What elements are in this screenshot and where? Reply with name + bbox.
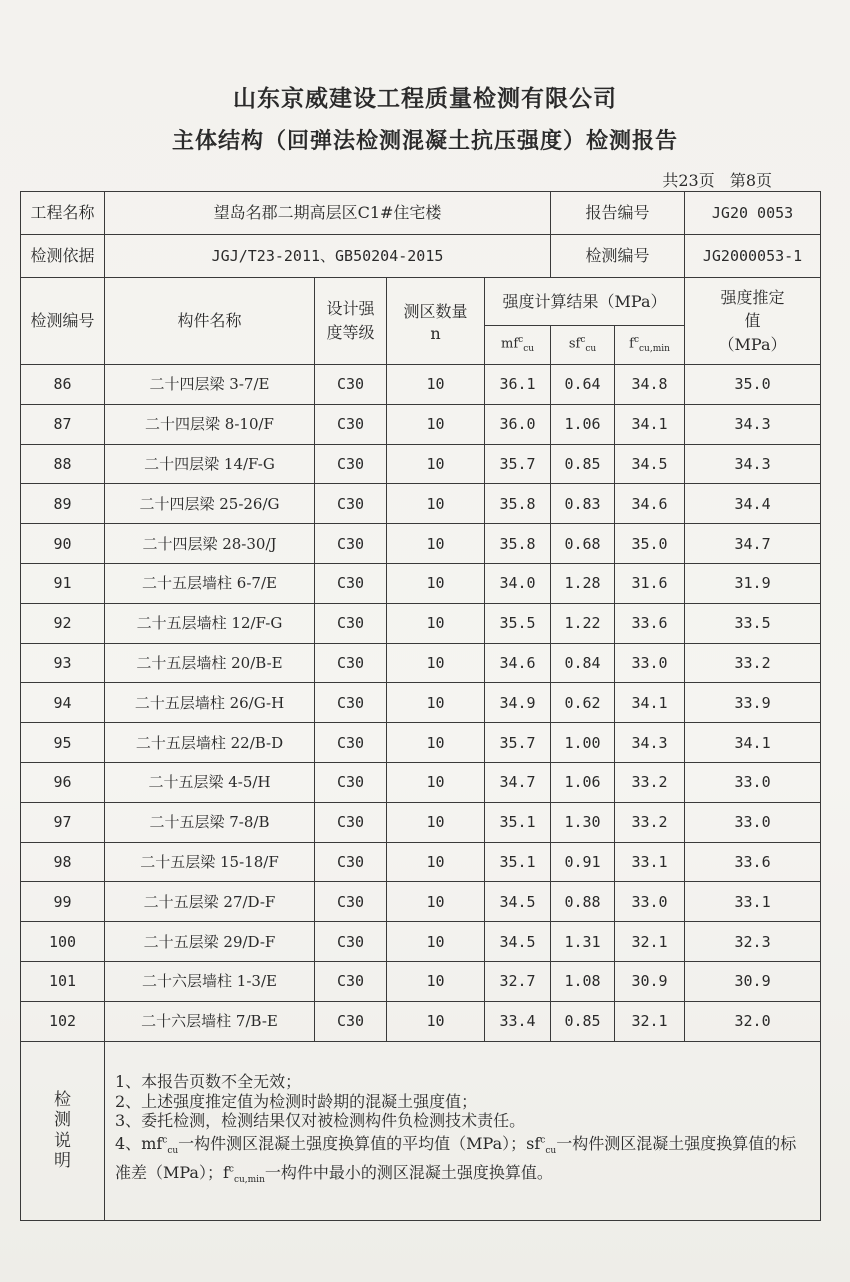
cell-n: 10	[387, 643, 485, 683]
cell-est: 33.2	[685, 643, 821, 683]
cell-grade: C30	[315, 762, 387, 802]
cell-est: 32.0	[685, 1001, 821, 1041]
cell-est: 33.0	[685, 802, 821, 842]
cell-mf: 35.5	[485, 603, 551, 643]
cell-sf: 1.06	[551, 404, 615, 444]
cell-fmin: 34.3	[615, 723, 685, 763]
cell-sf: 0.84	[551, 643, 615, 683]
cell-grade: C30	[315, 802, 387, 842]
project-label: 工程名称	[21, 192, 105, 235]
table-row	[21, 484, 821, 524]
table-row	[21, 643, 821, 683]
cell-mf: 34.5	[485, 922, 551, 962]
cell-n: 10	[387, 882, 485, 922]
cell-name: 二十五层梁 15-18/F	[105, 842, 315, 882]
cell-est: 33.1	[685, 882, 821, 922]
cell-fmin: 34.5	[615, 444, 685, 484]
cell-fmin: 33.2	[615, 762, 685, 802]
cell-grade: C30	[315, 603, 387, 643]
cell-est: 34.3	[685, 444, 821, 484]
cell-grade: C30	[315, 563, 387, 603]
cell-fmin: 33.0	[615, 643, 685, 683]
cell-id: 101	[21, 961, 105, 1001]
cell-id: 100	[21, 922, 105, 962]
cell-name: 二十六层墙柱 1-3/E	[105, 961, 315, 1001]
cell-fmin: 30.9	[615, 961, 685, 1001]
cell-id: 95	[21, 723, 105, 763]
cell-sf: 1.30	[551, 802, 615, 842]
cell-fmin: 34.1	[615, 683, 685, 723]
cell-mf: 34.9	[485, 683, 551, 723]
cell-fmin: 34.1	[615, 404, 685, 444]
cell-name: 二十四层梁 8-10/F	[105, 404, 315, 444]
cell-est: 35.0	[685, 365, 821, 405]
cell-sf: 0.68	[551, 524, 615, 564]
company-name: 山东京威建设工程质量检测有限公司	[233, 85, 617, 112]
cell-id: 92	[21, 603, 105, 643]
cell-fmin: 34.6	[615, 484, 685, 524]
report-no-value: JG20 0053	[685, 192, 821, 235]
cell-n: 10	[387, 723, 485, 763]
notes-content	[105, 1041, 821, 1220]
cell-fmin: 32.1	[615, 1001, 685, 1041]
cell-name: 二十五层梁 4-5/H	[105, 762, 315, 802]
cell-n: 10	[387, 802, 485, 842]
table-row	[21, 683, 821, 723]
cell-sf: 1.31	[551, 922, 615, 962]
cell-est: 32.3	[685, 922, 821, 962]
cell-id: 97	[21, 802, 105, 842]
cell-sf: 1.22	[551, 603, 615, 643]
table-row	[21, 961, 821, 1001]
cell-mf: 34.5	[485, 882, 551, 922]
table-row	[21, 524, 821, 564]
report-no-label: 报告编号	[551, 192, 685, 235]
cell-mf: 35.1	[485, 802, 551, 842]
cell-mf: 34.0	[485, 563, 551, 603]
cell-id: 90	[21, 524, 105, 564]
cell-sf: 1.06	[551, 762, 615, 802]
col-fmin-header: $f^c_{cu,min}$	[615, 326, 685, 365]
table-row	[21, 365, 821, 405]
test-no-value: JG2000053-1	[685, 235, 821, 278]
cell-fmin: 33.0	[615, 882, 685, 922]
cell-name: 二十五层梁 29/D-F	[105, 922, 315, 962]
cell-name: 二十五层墙柱 22/B-D	[105, 723, 315, 763]
table-row	[21, 762, 821, 802]
cell-mf: 35.1	[485, 842, 551, 882]
cell-grade: C30	[315, 961, 387, 1001]
cell-grade: C30	[315, 882, 387, 922]
cell-grade: C30	[315, 922, 387, 962]
cell-name: 二十五层墙柱 6-7/E	[105, 563, 315, 603]
col-grade-header: 设计强度等级	[315, 278, 387, 365]
cell-id: 86	[21, 365, 105, 405]
note-4: 4、$mf^c_{cu}$一构件测区混凝土强度换算值的平均值（MPa）；$sf^c_{cu}$一构件测区混凝土强度换算值的标准差（MPa）；$f^c_{cu,min}$一构件中最小的测区混凝土强度换算值。	[115, 1133, 797, 1186]
cell-grade: C30	[315, 1001, 387, 1041]
cell-grade: C30	[315, 643, 387, 683]
table-row	[21, 842, 821, 882]
cell-n: 10	[387, 842, 485, 882]
col-calc-header: 强度计算结果（MPa）	[485, 278, 685, 326]
cell-est: 34.4	[685, 484, 821, 524]
data-rows	[21, 365, 821, 1042]
cell-fmin: 32.1	[615, 922, 685, 962]
cell-n: 10	[387, 365, 485, 405]
cell-n: 10	[387, 563, 485, 603]
cell-name: 二十四层梁 3-7/E	[105, 365, 315, 405]
cell-mf: 36.1	[485, 365, 551, 405]
project-value: 望岛名郡二期高层区C1#住宅楼	[105, 192, 551, 235]
current-page: 第8页	[729, 171, 772, 190]
cell-sf: 1.00	[551, 723, 615, 763]
cell-mf: 34.7	[485, 762, 551, 802]
table-row	[21, 603, 821, 643]
col-est-header: 强度推定值（MPa）	[685, 278, 821, 365]
note-1: 1、本报告页数不全无效；	[115, 1072, 302, 1092]
cell-name: 二十四层梁 25-26/G	[105, 484, 315, 524]
cell-name: 二十五层墙柱 26/G-H	[105, 683, 315, 723]
cell-id: 93	[21, 643, 105, 683]
cell-est: 33.9	[685, 683, 821, 723]
report-table	[20, 191, 821, 1221]
cell-mf: 36.0	[485, 404, 551, 444]
cell-est: 33.0	[685, 762, 821, 802]
total-pages: 共23页	[662, 171, 715, 190]
cell-grade: C30	[315, 723, 387, 763]
cell-id: 88	[21, 444, 105, 484]
cell-sf: 0.85	[551, 1001, 615, 1041]
cell-name: 二十五层墙柱 12/F-G	[105, 603, 315, 643]
col-name-header: 构件名称	[105, 278, 315, 365]
table-row	[21, 882, 821, 922]
cell-n: 10	[387, 1001, 485, 1041]
cell-n: 10	[387, 444, 485, 484]
cell-est: 31.9	[685, 563, 821, 603]
cell-n: 10	[387, 762, 485, 802]
info-row-basis	[21, 235, 821, 278]
cell-fmin: 35.0	[615, 524, 685, 564]
col-id-header: 检测编号	[21, 278, 105, 365]
cell-mf: 32.7	[485, 961, 551, 1001]
cell-sf: 0.88	[551, 882, 615, 922]
table-row	[21, 1001, 821, 1041]
table-row	[21, 444, 821, 484]
cell-grade: C30	[315, 365, 387, 405]
cell-mf: 34.6	[485, 643, 551, 683]
cell-est: 34.1	[685, 723, 821, 763]
cell-fmin: 31.6	[615, 563, 685, 603]
cell-est: 33.5	[685, 603, 821, 643]
cell-n: 10	[387, 404, 485, 444]
cell-name: 二十五层梁 7-8/B	[105, 802, 315, 842]
cell-fmin: 33.6	[615, 603, 685, 643]
cell-name: 二十六层墙柱 7/B-E	[105, 1001, 315, 1041]
basis-value: JGJ/T23-2011、GB50204-2015	[105, 235, 551, 278]
cell-grade: C30	[315, 404, 387, 444]
cell-sf: 0.83	[551, 484, 615, 524]
cell-grade: C30	[315, 842, 387, 882]
cell-sf: 1.08	[551, 961, 615, 1001]
cell-name: 二十四层梁 28-30/J	[105, 524, 315, 564]
cell-n: 10	[387, 683, 485, 723]
cell-n: 10	[387, 603, 485, 643]
cell-fmin: 33.2	[615, 802, 685, 842]
cell-fmin: 34.8	[615, 365, 685, 405]
cell-n: 10	[387, 961, 485, 1001]
cell-name: 二十五层梁 27/D-F	[105, 882, 315, 922]
cell-est: 30.9	[685, 961, 821, 1001]
table-row	[21, 723, 821, 763]
column-header-row	[21, 278, 821, 326]
cell-sf: 1.28	[551, 563, 615, 603]
cell-mf: 35.8	[485, 524, 551, 564]
cell-grade: C30	[315, 444, 387, 484]
cell-n: 10	[387, 524, 485, 564]
cell-mf: 33.4	[485, 1001, 551, 1041]
report-title: 主体结构（回弹法检测混凝土抗压强度）检测报告	[171, 128, 678, 154]
cell-grade: C30	[315, 683, 387, 723]
cell-est: 34.7	[685, 524, 821, 564]
cell-est: 33.6	[685, 842, 821, 882]
cell-sf: 0.91	[551, 842, 615, 882]
cell-name: 二十五层墙柱 20/B-E	[105, 643, 315, 683]
cell-id: 94	[21, 683, 105, 723]
cell-sf: 0.62	[551, 683, 615, 723]
note-3: 3、委托检测，检测结果仅对被检测构件负检测技术责任。	[115, 1110, 526, 1130]
cell-id: 89	[21, 484, 105, 524]
cell-grade: C30	[315, 524, 387, 564]
table-row	[21, 404, 821, 444]
cell-n: 10	[387, 922, 485, 962]
table-row	[21, 563, 821, 603]
page-indicator	[652, 168, 772, 191]
table-row	[21, 922, 821, 962]
cell-est: 34.3	[685, 404, 821, 444]
cell-id: 96	[21, 762, 105, 802]
col-mf-header: $mf^c_{cu}$	[485, 326, 551, 365]
info-row-project	[21, 192, 821, 235]
cell-id: 102	[21, 1001, 105, 1041]
cell-mf: 35.7	[485, 444, 551, 484]
cell-n: 10	[387, 484, 485, 524]
cell-grade: C30	[315, 484, 387, 524]
table-row	[21, 802, 821, 842]
cell-id: 98	[21, 842, 105, 882]
cell-name: 二十四层梁 14/F-G	[105, 444, 315, 484]
notes-label: 检 测 说 明	[21, 1041, 105, 1220]
cell-mf: 35.7	[485, 723, 551, 763]
col-zones-header: 测区数量 n	[387, 278, 485, 365]
cell-sf: 0.85	[551, 444, 615, 484]
cell-id: 99	[21, 882, 105, 922]
basis-label: 检测依据	[21, 235, 105, 278]
cell-id: 87	[21, 404, 105, 444]
cell-mf: 35.8	[485, 484, 551, 524]
note-2: 2、上述强度推定值为检测时龄期的混凝土强度值；	[115, 1091, 478, 1111]
col-sf-header: $sf^c_{cu}$	[551, 326, 615, 365]
cell-sf: 0.64	[551, 365, 615, 405]
cell-id: 91	[21, 563, 105, 603]
notes-row	[21, 1041, 821, 1220]
cell-fmin: 33.1	[615, 842, 685, 882]
test-no-label: 检测编号	[551, 235, 685, 278]
